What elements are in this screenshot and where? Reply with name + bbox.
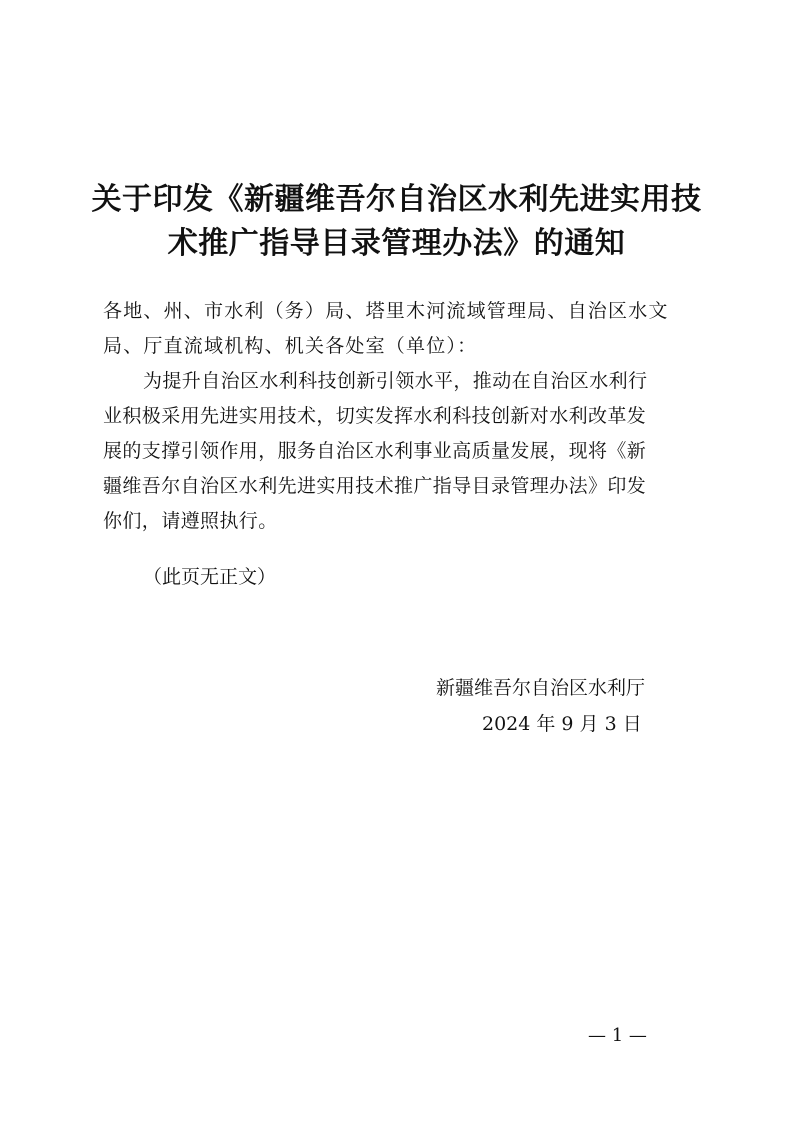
salutation-line-2: 局、厅直流域机构、机关各处室（单位）： <box>103 335 478 357</box>
body-line-1: 为提升自治区水利科技创新引领水平，推动在自治区水利行 <box>143 370 648 392</box>
body-line-5: 你们，请遵照执行。 <box>103 510 278 532</box>
no-body-note: （此页无正文） <box>143 566 277 588</box>
page-number: — 1 — <box>588 1025 647 1046</box>
document-title <box>60 178 733 266</box>
body-line-4: 疆维吾尔自治区水利先进实用技术推广指导目录管理办法》印发 <box>103 475 647 497</box>
body-line-3: 展的支撑引领作用，服务自治区水利事业高质量发展，现将《新 <box>103 440 647 462</box>
signature-block <box>420 670 700 742</box>
title-line-1: 关于印发《新疆维吾尔自治区水利先进实用技 <box>91 182 702 217</box>
salutation <box>103 294 695 364</box>
salutation-line-1: 各地、州、市水利（务）局、塔里木河流域管理局、自治区水文 <box>103 300 669 322</box>
body-line-2: 业积极采用先进实用技术，切实发挥水利科技创新对水利改革发 <box>103 405 647 427</box>
issue-date: 2024 年 9 月 3 日 <box>482 713 642 735</box>
issuing-organization: 新疆维吾尔自治区水利厅 <box>436 677 646 699</box>
title-line-2: 术推广指导目录管理办法》的通知 <box>167 226 626 261</box>
body-paragraph <box>103 364 695 539</box>
